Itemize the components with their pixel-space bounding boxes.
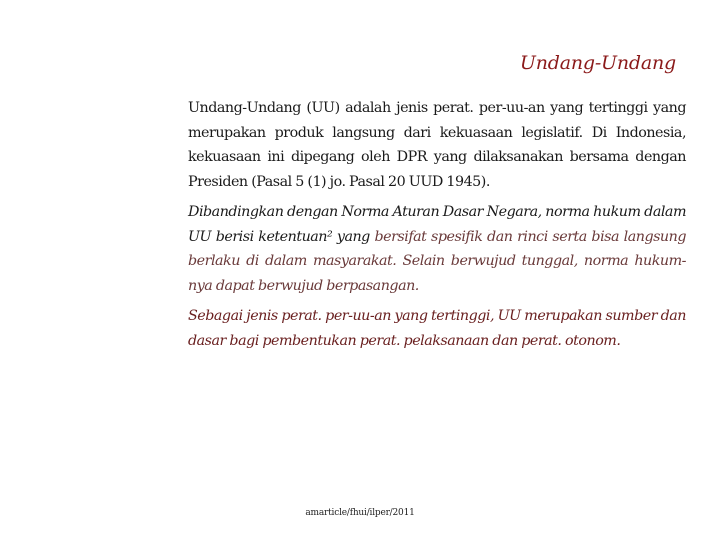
paragraph-comparison-part1: Dibandingkan dengan Norma Aturan Dasar Negara, norma hukum dalam UU berisi ketentuan² yang (188, 204, 686, 245)
slide-footer: amarticle/fhui/ilper/2011 (305, 508, 415, 518)
paragraph-comparison (188, 200, 686, 298)
slide-body (188, 96, 686, 359)
paragraph-source: Sebagai jenis perat. per-uu-an yang tertinggi, UU merupakan sumber dan dasar bagi pembentukan perat. pelaksanaan dan perat. otonom. (188, 308, 686, 349)
paragraph-comparison-part2: bersifat spesifik dan rinci serta bisa langsung berlaku di dalam masyarakat. Selain berwujud tunggal, norma hukum-nya dapat berwujud berpasangan. (188, 228, 687, 294)
slide-title: Undang-Undang (519, 52, 676, 74)
paragraph-definition: Undang-Undang (UU) adalah jenis perat. per-uu-an yang tertinggi yang merupakan produk langsung dari kekuasaan legislatif. Di Indonesia, kekuasaan ini dipegang oleh DPR yang dilaksanakan bersama dengan Presiden (Pasal 5 (1) jo. Pasal 20 UUD 1945). (188, 100, 686, 190)
